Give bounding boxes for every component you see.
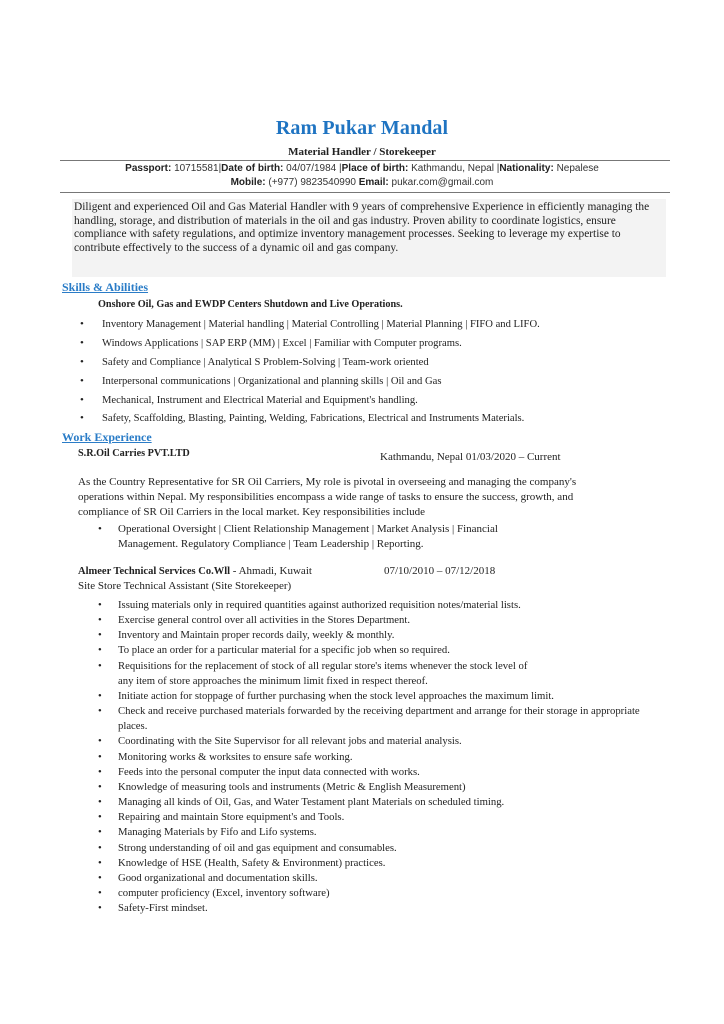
- personal-details-line: Passport: 10715581|Date of birth: 04/07/1984 |Place of birth: Kathmandu, Nepal |Nationality: Nepalese: [125, 163, 599, 174]
- passport-label: Passport:: [125, 163, 172, 174]
- job-2-location: Ahmadi, Kuwait: [238, 565, 312, 577]
- job-2-bullet: • Managing Materials by Fifo and Lifo systems.: [98, 825, 678, 840]
- candidate-role: Material Handler / Storekeeper: [288, 146, 436, 158]
- job-2-bullet: • Coordinating with the Site Supervisor for all relevant jobs and material analysis.: [98, 734, 678, 749]
- job-2-bullet: • Monitoring works & worksites to ensure safe working.: [98, 750, 678, 765]
- job-2-bullet: • Issuing materials only in required quantities against authorized requisition notes/material lists.: [98, 598, 678, 613]
- skills-list: [80, 318, 680, 429]
- email-value[interactable]: pukar.com@gmail.com: [391, 177, 494, 188]
- job-2-bullet: • Check and receive purchased materials forwarded by the receiving department and arrange for their storage in appropriate places.: [98, 704, 658, 734]
- mobile-value: (+977) 9823540990: [268, 177, 356, 188]
- job-2-bullet: • Exercise general control over all activities in the Stores Department.: [98, 613, 678, 628]
- skills-heading: Skills & Abilities: [62, 280, 149, 294]
- skill-item: • Safety, Scaffolding, Blasting, Painting, Welding, Fabrications, Electrical and Instruments Materials.: [80, 412, 680, 430]
- job-2-bullet: • Feeds into the personal computer the input data connected with works.: [98, 765, 678, 780]
- nationality-label: Nationality:: [499, 163, 554, 174]
- email-label: Email:: [358, 177, 389, 188]
- mobile-label: Mobile:: [230, 177, 266, 188]
- job-1-description: As the Country Representative for SR Oil Carriers, My role is pivotal in overseeing and managing the company's operations within Nepal. My responsibilities encompass a wide range of tasks to ensure the success, growth, and compliance of SR Oil Carriers in the local market. Key responsibilities include: [78, 476, 577, 518]
- job-2-bullet: • Requisitions for the replacement of stock of all regular store's items whenever the stock level of any item of store approaches the minimum limit fixed in respect thereof.: [98, 659, 538, 689]
- job-2-bullet: • Strong understanding of oil and gas equipment and consumables.: [98, 841, 678, 856]
- contact-line: [0, 177, 724, 188]
- dob-label: Date of birth:: [221, 163, 284, 174]
- job-1-company: S.R.Oil Carries PVT.LTD: [78, 448, 190, 459]
- skills-subheading: Onshore Oil, Gas and EWDP Centers Shutdown and Live Operations.: [98, 299, 403, 310]
- job-2-bullet: • Knowledge of measuring tools and instruments (Metric & English Measurement): [98, 780, 678, 795]
- job-2-bullet: • Initiate action for stoppage of further purchasing when the stock level approaches the maximum limit.: [98, 689, 678, 704]
- job-2-bullet: • Inventory and Maintain proper records daily, weekly & monthly.: [98, 628, 678, 643]
- candidate-name: Ram Pukar Mandal: [275, 117, 449, 139]
- dob-value: 04/07/1984: [286, 163, 337, 174]
- divider-bottom: [60, 192, 670, 193]
- work-experience-heading: Work Experience: [62, 430, 152, 444]
- job-2-bullet: • Managing all kinds of Oil, Gas, and Water Testament plant Materials on scheduled timing.: [98, 795, 678, 810]
- skill-item: • Safety and Compliance | Analytical S Problem-Solving | Team-work oriented: [80, 356, 680, 375]
- pob-value: Kathmandu, Nepal: [411, 163, 494, 174]
- job-2-bullet: • Safety-First mindset.: [98, 901, 678, 916]
- job-2-bullet: • computer proficiency (Excel, inventory software): [98, 886, 678, 901]
- skill-item: • Inventory Management | Material handling | Material Controlling | Material Planning | FIFO and LIFO.: [80, 318, 680, 337]
- job-2-title: Site Store Technical Assistant (Site Storekeeper): [78, 580, 292, 592]
- job-2-company: Almeer Technical Services Co.Wll: [78, 566, 231, 577]
- divider-top: [60, 160, 670, 161]
- job-1-bullet: • Operational Oversight | Client Relationship Management | Market Analysis | Financial Management. Regulatory Compliance | Team Leadership | Reporting.: [98, 522, 558, 552]
- passport-value: 10715581: [174, 163, 219, 174]
- pob-label: Place of birth:: [341, 163, 409, 174]
- job-2-bullet: • Good organizational and documentation skills.: [98, 871, 678, 886]
- job-2-responsibilities: [98, 598, 678, 916]
- nationality-value: Nepalese: [556, 163, 599, 174]
- job-2-bullet: • Repairing and maintain Store equipment's and Tools.: [98, 810, 678, 825]
- skill-item: • Interpersonal communications | Organizational and planning skills | Oil and Gas: [80, 375, 680, 394]
- job-2-bullet: • To place an order for a particular material for a specific job when so required.: [98, 643, 678, 658]
- job-2-separator: -: [230, 565, 239, 577]
- job-1-location-dates: Kathmandu, Nepal 01/03/2020 – Current: [380, 451, 561, 463]
- job-2-bullet: • Knowledge of HSE (Health, Safety & Environment) practices.: [98, 856, 678, 871]
- professional-summary: Diligent and experienced Oil and Gas Material Handler with 9 years of comprehensive Experience in efficiently managing the handling, storage, and distribution of materials in the oil and gas industry. Proven ability to coordinate logistics, ensure compliance with safety regulations, and optimize inventory management processes. Seeking to leverage my expertise to contribute effectively to the success of a dynamic oil and gas company.: [72, 199, 666, 277]
- job-2-header: [78, 565, 312, 577]
- skill-item: • Mechanical, Instrument and Electrical Material and Equipment's handling.: [80, 394, 680, 412]
- job-1-responsibilities: [98, 522, 558, 552]
- skill-item: • Windows Applications | SAP ERP (MM) | Excel | Familiar with Computer programs.: [80, 337, 680, 356]
- job-2-dates: 07/10/2010 – 07/12/2018: [384, 565, 496, 577]
